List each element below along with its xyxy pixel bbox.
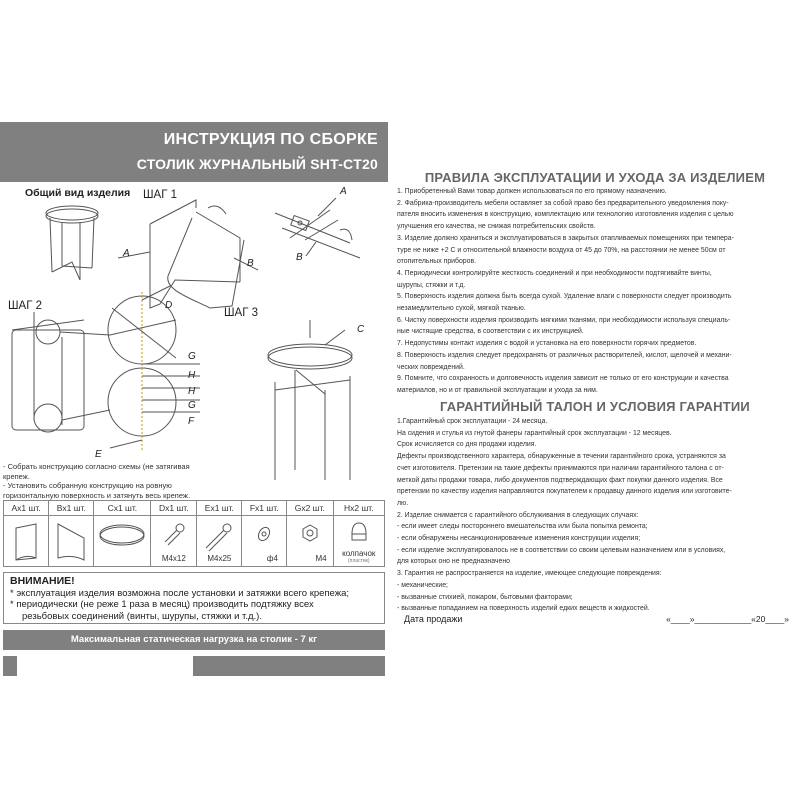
note-line: - Установить собранную конструкцию на ровную горизонтальную поверхность и затянуть весь крепеж.	[3, 481, 191, 500]
part-cell: M4	[286, 516, 333, 567]
washer-icon	[254, 520, 274, 544]
warranty-list	[397, 416, 792, 615]
assembly-notes	[3, 462, 203, 500]
part-cell	[49, 516, 94, 567]
warranty-line: 2. Изделие снимается с гарантийного обслуживания в следующих случаях:	[397, 511, 639, 519]
callout-h: H	[188, 370, 196, 381]
rule-line: материалов, но и от правильной эксплуатации и ухода за ним.	[397, 386, 598, 394]
max-load-band: Максимальная статическая нагрузка на столик - 7 кг	[3, 630, 385, 650]
callout-d: D	[165, 300, 173, 311]
callout-c: C	[357, 324, 365, 335]
decorative-block	[193, 656, 385, 676]
rule-line: 4. Периодически контролируйте жесткость соединений и при необходимости подтягивайте винты,	[397, 269, 712, 277]
warranty-line: счет изготовителя. Претензии на такие дефекты принимаются при наличии гарантийного талона с от-	[397, 464, 724, 472]
parts-header-row	[4, 501, 385, 516]
warranty-line: 3. Гарантия не распространяется на изделие, имеющее следующие повреждения:	[397, 570, 662, 578]
part-cell: колпачок (пластик)	[333, 516, 384, 567]
rules-title: ПРАВИЛА ЭКСПЛУАТАЦИИ И УХОДА ЗА ИЗДЕЛИЕМ	[424, 170, 766, 185]
rule-line: 5. Поверхность изделия должна быть всегда сухой. Удаление влаги с поверхности следует производить	[397, 293, 732, 301]
step3-drawing	[268, 320, 352, 480]
part-header: Ex1 шт.	[197, 501, 242, 516]
screw-short-icon	[161, 520, 187, 548]
warranty-line: - вызванные стихией, пожаром, бытовыми факторами;	[397, 593, 573, 601]
part-header: Dx1 шт.	[151, 501, 197, 516]
general-view-label: Общий вид изделия	[25, 187, 131, 199]
rule-line: незамедлительно сухой, мягкой тканью.	[397, 305, 526, 313]
warranty-line: Дефекты производственного характера, обнаруженные в течении гарантийного срока, устраняются за	[397, 453, 726, 461]
callout-g: G	[188, 351, 196, 362]
rule-line: 6. Чистку поверхности изделия производить мягкими тканями, при необходимости используя специаль-	[397, 316, 731, 324]
sale-date-field[interactable]: «____»____________«20____»	[666, 614, 789, 624]
warranty-line: - если имеет следы постороннего вмешательства или была попытка ремонта;	[397, 523, 648, 531]
warranty-line: - если обнаружены несанкционированные изменения конструкции изделия;	[397, 535, 641, 543]
tray-icon	[98, 520, 146, 550]
callout-b: B	[247, 258, 254, 269]
screw-long-icon	[204, 520, 234, 552]
warning-line: * периодически (не реже 1 раза в месяц) производить подтяжку всех	[10, 599, 314, 610]
warning-box	[3, 572, 385, 624]
callout-f: F	[188, 416, 195, 427]
part-cell: ф4	[242, 516, 286, 567]
callout-a: A	[123, 248, 130, 259]
sale-date-label: Дата продажи	[404, 614, 463, 624]
warranty-line: для которых оно не предназначено	[397, 558, 510, 566]
warranty-line: меткой даты продажи товара, либо документов подтверждающих факт покупки данного изделия. Все	[397, 476, 723, 484]
warranty-line: На сидения и стулья из гнутой фанеры гарантийный срок эксплуатации - 12 месяцев.	[397, 429, 672, 437]
step2-label: ШАГ 2	[8, 300, 43, 312]
warranty-title: ГАРАНТИЙНЫЙ ТАЛОН И УСЛОВИЯ ГАРАНТИИ	[440, 399, 750, 414]
rule-line: шурупы, стяжки и т.д.	[397, 281, 466, 289]
frame-a-icon	[11, 520, 41, 564]
part-header: Bx1 шт.	[49, 501, 94, 516]
callout-g-2: G	[188, 400, 196, 411]
rule-line: улучшения его качества, не снижая потребительских свойств.	[397, 223, 596, 231]
part-cell	[4, 516, 49, 567]
callout-b-detail: B	[296, 252, 303, 263]
warranty-line: Срок исчисляется со дня продажи изделия.	[397, 441, 537, 449]
part-header: Gx2 шт.	[286, 501, 333, 516]
header-band	[0, 122, 388, 182]
warranty-line: - механические;	[397, 581, 448, 589]
part-cell: M4x25	[197, 516, 242, 567]
callout-a-detail: A	[340, 186, 347, 197]
rule-line: 9. Помните, что сохранность и долговечность изделия зависит не только от его конструкции и качества	[397, 375, 729, 383]
part-header: Hx2 шт.	[333, 501, 384, 516]
warning-line: резьбовых соединений (винты, шурупы, стяжки и т.д.).	[22, 610, 262, 622]
parts-table	[3, 500, 385, 567]
rule-line: 3. Изделие должно храниться и эксплуатироваться в закрытых отапливаемых помещениях при темпера-	[397, 234, 734, 242]
rules-list	[397, 186, 792, 397]
header-subtitle: СТОЛИК ЖУРНАЛЬНЫЙ SHT-CT20	[136, 156, 378, 172]
rule-line: пателя вносить изменения в конструкцию, комплектацию или технологию изготовления изделия с целью	[397, 211, 734, 219]
rule-line: ные чистящие средства, в соответствии с их инструкцией.	[397, 328, 584, 336]
part-header: Ax1 шт.	[4, 501, 49, 516]
nut-icon	[299, 520, 321, 544]
note-line: - Собрать конструкцию согласно схемы (не затягивая крепеж.	[3, 462, 190, 481]
rule-line: 7. Недопустимы контакт изделия с водой и установка на его поверхности горячих предметов.	[397, 340, 697, 348]
part-cell: M4x12	[151, 516, 197, 567]
parts-image-row	[4, 516, 385, 567]
decorative-block	[3, 656, 17, 676]
cap-nut-icon	[348, 520, 370, 544]
warranty-line: претензии по качеству изделия направляются покупателем к продавцу данного изделия или изготовите-	[397, 488, 732, 496]
rule-line: 2. Фабрика-производитель мебели оставляет за собой право без предварительного уведомления поку-	[397, 199, 729, 207]
part-header: Fx1 шт.	[242, 501, 286, 516]
warranty-line: лю.	[397, 499, 409, 507]
step1-drawing	[118, 198, 360, 308]
rule-line: туре не ниже +2 С и относительной влажности воздуха от 45 до 70%, на расстоянии не менее 50см от	[397, 246, 726, 254]
part-cell	[94, 516, 151, 567]
rule-line: 8. Поверхность изделия следует предохранять от различных растворителей, кислот, щелочей и механи-	[397, 351, 732, 359]
general-view-drawing	[46, 206, 98, 280]
sale-date-row	[404, 614, 789, 624]
callout-h-2: H	[188, 386, 196, 397]
assembly-drawings	[0, 180, 388, 480]
rule-line: 1. Приобретенный Вами товар должен использоваться по его прямому назначению.	[397, 188, 667, 195]
warning-line: * эксплуатация изделия возможна после установки и затяжки всего крепежа;	[10, 587, 350, 599]
rule-line: отопительных приборов.	[397, 258, 477, 266]
part-header: Cx1 шт.	[94, 501, 151, 516]
warning-title: ВНИМАНИЕ!	[10, 575, 75, 587]
step1-label: ШАГ 1	[143, 189, 178, 201]
frame-b-icon	[54, 520, 88, 564]
warranty-line: 1.Гарантийный срок эксплуатации - 24 месяца.	[397, 418, 548, 425]
step3-label: ШАГ 3	[224, 307, 259, 319]
warranty-line: - если изделие эксплуатировалось не в соответствии со своим целевым назначением или в условиях,	[397, 546, 726, 554]
callout-e: E	[95, 449, 102, 460]
warranty-line: - вызванные попаданием на поверхность изделий едких веществ и жидкостей.	[397, 605, 650, 613]
rule-line: ческих повреждений.	[397, 363, 465, 371]
header-title: ИНСТРУКЦИЯ ПО СБОРКЕ	[163, 131, 378, 148]
